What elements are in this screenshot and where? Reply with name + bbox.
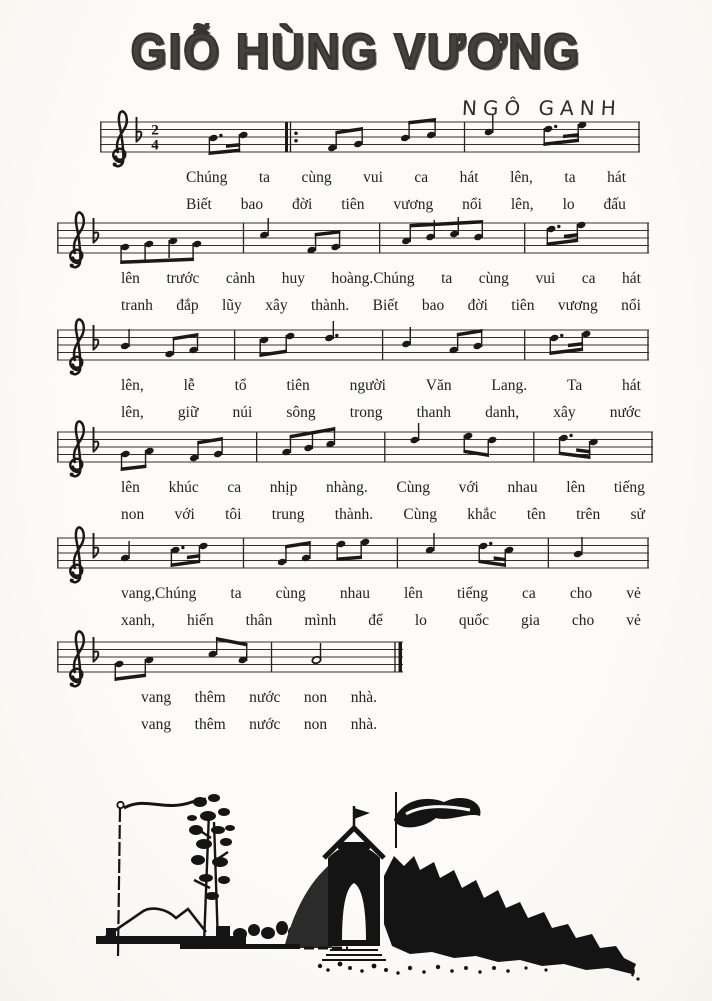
- lyric-syllable: cho: [569, 585, 593, 602]
- treble-clef-icon: [70, 527, 84, 582]
- staff-6: [57, 620, 403, 735]
- lyric-syllable: cảnh: [225, 270, 256, 287]
- lyric-syllable: thành.: [310, 297, 350, 314]
- lyric-syllable: lên,: [121, 404, 144, 421]
- lyric-syllable: cho: [571, 612, 595, 629]
- lyric-syllable: người: [349, 377, 386, 394]
- lyric-syllable: đời: [292, 196, 313, 213]
- lyric-syllable: trung: [271, 506, 305, 523]
- lyric-syllable: lên: [121, 479, 140, 496]
- staff-3: [57, 308, 649, 423]
- composer-name: NGÔ GANH: [461, 96, 623, 120]
- staff-2-verse-1: [57, 269, 649, 289]
- lyric-syllable: Biết: [372, 297, 399, 314]
- lyric-syllable: Văn: [425, 377, 452, 394]
- lyric-syllable: bao: [421, 297, 445, 314]
- staff-1-verse-1: [100, 168, 640, 188]
- lyric-syllable: ca: [522, 585, 536, 602]
- lyric-syllable: để: [368, 612, 383, 629]
- staff-2: [57, 201, 649, 316]
- lyric-syllable: lên,: [121, 377, 144, 394]
- lyric-syllable: tranh: [121, 297, 153, 314]
- lyric-syllable: đắp: [176, 297, 199, 314]
- lyric-syllable: ta: [230, 585, 242, 602]
- lyric-syllable: tiên: [341, 196, 365, 213]
- lyric-syllable: thành.: [334, 506, 374, 523]
- lyric-syllable: non: [303, 716, 328, 733]
- staff-6-verse-1: [57, 688, 403, 708]
- lyric-syllable: trong: [349, 404, 383, 421]
- lyric-syllable: lễ: [183, 377, 195, 394]
- lyric-syllable: ca: [414, 169, 429, 186]
- lyric-syllable: vang: [141, 689, 172, 706]
- staff-4-notation: [57, 410, 653, 484]
- lyric-syllable: bao: [240, 196, 264, 213]
- procession-dots: [318, 962, 548, 975]
- lyric-syllable: hoàng.Chúng: [331, 270, 415, 287]
- lyric-syllable: với: [174, 506, 195, 523]
- lyric-syllable: lên: [404, 585, 423, 602]
- lyric-syllable: khúc: [168, 479, 199, 496]
- lyric-syllable: nổi: [621, 297, 641, 314]
- staff-1: [100, 100, 640, 215]
- lyric-syllable: nước: [249, 716, 281, 733]
- victory-banner: [394, 792, 481, 848]
- lyric-syllable: hát: [607, 169, 626, 186]
- flagpole: [117, 799, 206, 956]
- temple-gate: [284, 806, 386, 960]
- lyric-syllable: Biết: [186, 196, 212, 213]
- lyric-syllable: vang: [141, 716, 172, 733]
- lyric-syllable: nhau: [339, 585, 370, 602]
- song-title: GIỖ HÙNG VƯƠNG: [130, 23, 582, 79]
- treble-clef-icon: [113, 111, 127, 166]
- lyric-syllable: vương: [393, 196, 434, 213]
- lyric-syllable: nổi: [462, 196, 482, 213]
- lyric-syllable: thân: [245, 612, 273, 629]
- lyric-syllable: ta: [258, 169, 271, 186]
- lyric-syllable: ca: [581, 270, 596, 287]
- lyric-syllable: với: [458, 479, 479, 496]
- treble-clef-icon: [70, 319, 84, 374]
- lyric-syllable: tiên: [511, 297, 535, 314]
- lyric-syllable: tôi: [225, 506, 242, 523]
- lyric-syllable: gia: [521, 612, 540, 629]
- lyric-syllable: non: [121, 506, 145, 523]
- lyric-syllable: tổ: [234, 377, 247, 394]
- lyric-syllable: nhà.: [350, 689, 377, 706]
- lyric-syllable: non: [303, 689, 328, 706]
- staff-4-verse-1: [57, 478, 653, 498]
- time-signature: 4: [151, 137, 159, 154]
- lyric-syllable: nhà.: [350, 716, 377, 733]
- lyric-syllable: Chúng: [186, 169, 228, 186]
- lyric-syllable: cùng: [275, 585, 306, 602]
- time-signature: 2: [151, 122, 159, 139]
- lyric-syllable: Ta: [566, 377, 583, 394]
- lyric-syllable: trên: [576, 506, 601, 523]
- lyric-syllable: ta: [441, 270, 453, 287]
- lyric-syllable: tiên: [286, 377, 310, 394]
- lyric-syllable: tiếng: [456, 585, 488, 602]
- lyric-syllable: nước: [609, 404, 641, 421]
- treble-clef-icon: [70, 421, 84, 476]
- lyric-syllable: xây: [553, 404, 576, 421]
- lyric-syllable: huy: [281, 270, 305, 287]
- lyric-syllable: vui: [535, 270, 556, 287]
- lyric-syllable: khắc: [467, 506, 497, 523]
- lyric-syllable: núi: [232, 404, 253, 421]
- staff-5-notation: [57, 516, 649, 590]
- repeat-sign-icon: [294, 139, 298, 143]
- lyric-syllable: mình: [304, 612, 337, 629]
- lyric-syllable: Cùng: [396, 479, 430, 496]
- lyric-syllable: vui: [363, 169, 383, 186]
- staff-3-notation: [57, 308, 649, 382]
- lyric-syllable: nước: [249, 689, 281, 706]
- lyric-syllable: đấu: [603, 196, 626, 213]
- lyric-syllable: hát: [622, 377, 641, 394]
- lyric-syllable: lên: [121, 270, 140, 287]
- lyric-syllable: nhau: [507, 479, 538, 496]
- lyric-syllable: vẻ: [626, 612, 641, 629]
- lyric-syllable: Cùng: [403, 506, 437, 523]
- lyric-syllable: hát: [459, 169, 479, 186]
- staff-3-verse-1: [57, 376, 649, 396]
- treble-clef-icon: [70, 631, 84, 686]
- staff-4: [57, 410, 653, 525]
- temple-hill-ink-drawing: [88, 778, 640, 990]
- staff-6-notation: [57, 620, 403, 694]
- lyric-syllable: tên: [526, 506, 546, 523]
- lyric-syllable: nhịp: [269, 479, 298, 496]
- lyric-syllable: vang,Chúng: [121, 585, 197, 602]
- lyric-syllable: lo: [414, 612, 427, 629]
- lyric-syllable: trước: [166, 270, 200, 287]
- lyric-syllable: cùng: [301, 169, 332, 186]
- treble-clef-icon: [70, 212, 84, 267]
- lyric-syllable: vẻ: [626, 585, 641, 602]
- lyric-syllable: ca: [227, 479, 242, 496]
- lyric-syllable: thanh: [416, 404, 452, 421]
- lyric-syllable: ta: [564, 169, 576, 186]
- lyric-syllable: cùng: [478, 270, 509, 287]
- lyric-syllable: lên,: [510, 169, 533, 186]
- lyric-syllable: hiến: [187, 612, 214, 629]
- lyric-syllable: lo: [562, 196, 575, 213]
- pine-trees: [187, 794, 235, 944]
- staff-2-notation: [57, 201, 649, 275]
- lyric-syllable: thêm: [194, 689, 226, 706]
- lyric-syllable: Lang.: [491, 377, 528, 394]
- lyric-syllable: tiếng: [613, 479, 645, 496]
- lyric-syllable: giữ: [177, 404, 199, 421]
- lyric-syllable: vương: [557, 297, 598, 314]
- lyric-syllable: danh,: [485, 404, 520, 421]
- wooded-hillside: [384, 856, 636, 974]
- lyric-syllable: sông: [286, 404, 316, 421]
- final-barline: [399, 642, 403, 672]
- lyric-syllable: lũy: [222, 297, 242, 314]
- staff-5-verse-1: [57, 584, 649, 604]
- lyric-syllable: đời: [467, 297, 488, 314]
- staff-1-notation: [100, 100, 640, 174]
- lyric-syllable: lên: [566, 479, 586, 496]
- lyric-syllable: xây: [265, 297, 288, 314]
- staff-5: [57, 516, 649, 631]
- lyric-syllable: thêm: [194, 716, 226, 733]
- lyric-syllable: nhàng.: [325, 479, 368, 496]
- staff-6-verse-2: [57, 715, 403, 735]
- lyric-syllable: hát: [622, 270, 641, 287]
- lyric-syllable: sử: [630, 506, 645, 523]
- lyric-syllable: xanh,: [121, 612, 156, 629]
- lyric-syllable: quốc: [458, 612, 490, 629]
- lyric-syllable: lên,: [510, 196, 534, 213]
